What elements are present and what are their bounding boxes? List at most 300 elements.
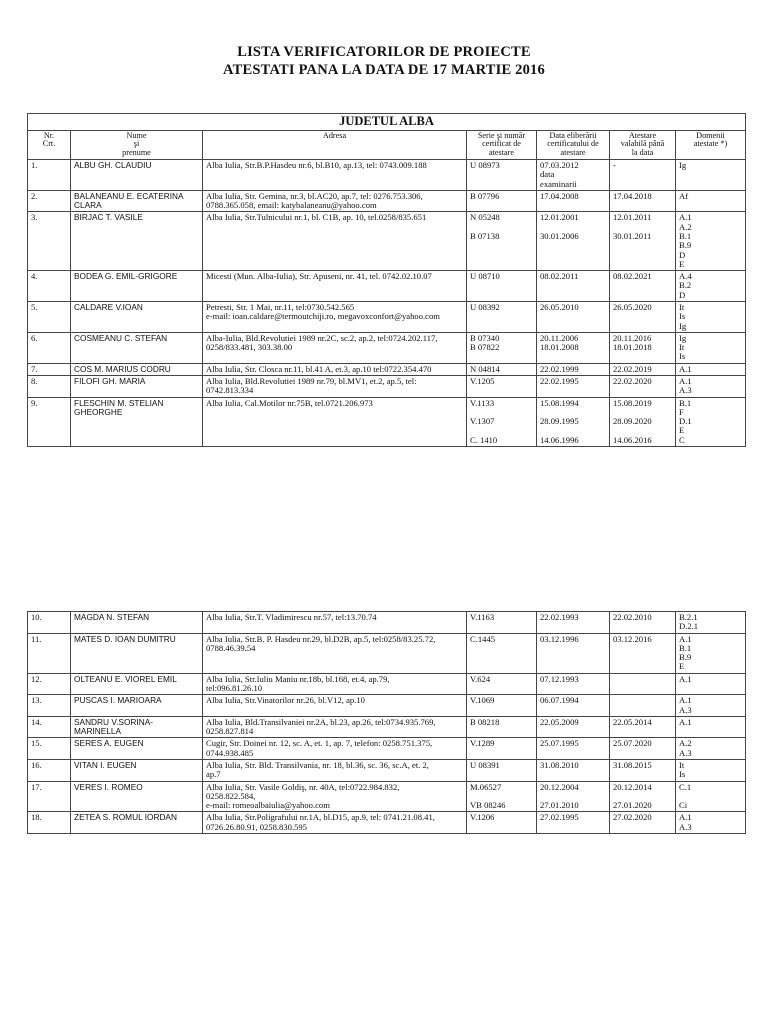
cell-name-line: VITAN I. EUGEN — [74, 759, 137, 770]
cell-certificate-series-line: C. 1410 — [470, 434, 498, 445]
cell-address-line: Alba Iulia, Str. Vasile Goldiş, nr. 40A, tel:0722.984.832, — [206, 781, 400, 792]
cell-nr: 4. — [28, 271, 71, 302]
cell-address — [203, 781, 467, 812]
cell-certificate-series-line: U 08710 — [470, 271, 500, 282]
cell-address-line: Alba Iulia, Cal.Motilor nr.75B, tel.0721.206.973 — [206, 397, 373, 408]
cell-address-line: 0788.46.39.54 — [206, 642, 256, 653]
cell-certificate-series-line: B 08218 — [470, 716, 500, 727]
cell-name — [71, 271, 203, 302]
cell-issue-date — [537, 612, 610, 634]
cell-domains-line: Ci — [679, 800, 688, 811]
cell-issue-date-line: data — [540, 169, 555, 180]
cell-valid-until-line: 12.01.2011 — [613, 212, 652, 223]
cell-domains — [676, 302, 746, 333]
cell-domains — [676, 212, 746, 271]
cell-issue-date-line: 30.01.2006 — [540, 231, 579, 242]
cell-domains-line: D.1 — [679, 416, 692, 427]
cell-issue-date-line: 07.12.1993 — [540, 673, 579, 684]
cell-address-line: Alba-Iulia, Bld.Revolutiei 1989 nr.2C, sc.2, ap.2, tel:0724.202.117, — [206, 332, 438, 343]
verifiers-table-part2 — [27, 611, 746, 834]
header-label-line: prenume — [122, 148, 151, 158]
cell-domains-line: A.3 — [679, 747, 692, 758]
cell-certificate-series — [467, 160, 537, 191]
cell-domains-line: A.3 — [679, 821, 692, 832]
cell-issue-date — [537, 759, 610, 781]
cell-domains-line: A.3 — [679, 385, 692, 396]
cell-nr: 11. — [28, 633, 71, 673]
cell-valid-until — [610, 633, 676, 673]
cell-address — [203, 673, 467, 695]
cell-domains-line: D.2.1 — [679, 621, 699, 632]
cell-domains — [676, 612, 746, 634]
cell-domains-line: A.1 — [679, 673, 692, 684]
cell-address — [203, 633, 467, 673]
cell-nr: 2. — [28, 190, 71, 212]
cell-valid-until — [610, 673, 676, 695]
table-row — [28, 212, 746, 271]
cell-domains-line: A.1 — [679, 695, 692, 706]
cell-issue-date-line: 22.02.1993 — [540, 612, 579, 622]
cell-domains-line: B.2 — [679, 280, 692, 291]
cell-valid-until-line: 18.01.2018 — [613, 342, 652, 353]
header-label-line: valabilă până — [620, 139, 665, 149]
table-header-row — [28, 130, 746, 160]
cell-address-line: Micesti (Mun. Alba-Iulia), Str. Apuseni, nr. 41, tel. 0742.02.10.07 — [206, 271, 432, 282]
cell-issue-date — [537, 212, 610, 271]
header-label-line: Adresa — [322, 130, 347, 140]
table-row — [28, 738, 746, 760]
header-label-line: Crt. — [42, 139, 56, 149]
cell-domains — [676, 332, 746, 363]
table-row — [28, 759, 746, 781]
cell-nr: 18. — [28, 812, 71, 834]
cell-certificate-series-line: V.1205 — [470, 375, 495, 386]
cell-nr: 16. — [28, 759, 71, 781]
cell-issue-date-line: 20.12.2004 — [540, 781, 579, 792]
cell-address-line: ap.7 — [206, 769, 221, 780]
cell-address-line: 0258/833.481, 303.38.00 — [206, 342, 293, 353]
cell-valid-until-line: 14.06.2016 — [613, 434, 652, 445]
cell-address-line: Alba Iulia, Str.Tulnicului nr.1, bl. C1B, ap. 10, tel.0258/835.651 — [206, 212, 427, 223]
cell-address-line: Alba Iulia, Str.Poligrafului nr.1A, bl.D15, ap.9, tel: 0741.21.08.41, — [206, 812, 435, 823]
cell-certificate-series-line: N 05248 — [470, 212, 500, 223]
cell-domains-line: C — [679, 434, 685, 445]
cell-domains-line: D — [679, 249, 686, 260]
cell-domains — [676, 759, 746, 781]
cell-valid-until — [610, 302, 676, 333]
cell-certificate-series — [467, 363, 537, 375]
cell-domains — [676, 673, 746, 695]
cell-domains-line: A.1 — [679, 212, 692, 223]
cell-issue-date-line: 26.05.2010 — [540, 302, 579, 313]
cell-name-line: CALDARE V.IOAN — [74, 302, 143, 313]
cell-valid-until-line: 25.07.2020 — [613, 738, 652, 749]
cell-issue-date — [537, 271, 610, 302]
cell-certificate-series — [467, 302, 537, 333]
cell-address — [203, 302, 467, 333]
header-nr — [28, 130, 71, 160]
cell-issue-date — [537, 190, 610, 212]
header-certificate-series — [467, 130, 537, 160]
cell-issue-date — [537, 695, 610, 717]
cell-name-line: ZETEA S. ROMUL IORDAN — [74, 812, 177, 823]
cell-issue-date-line: 18.01.2008 — [540, 342, 579, 353]
cell-issue-date-line: 22.05.2009 — [540, 716, 579, 727]
header-address — [203, 130, 467, 160]
cell-domains — [676, 781, 746, 812]
cell-domains-line: Is — [679, 311, 686, 322]
header-valid-until — [610, 130, 676, 160]
cell-address — [203, 759, 467, 781]
cell-name — [71, 716, 203, 738]
cell-address — [203, 212, 467, 271]
cell-address-line: 0258.822.584, — [206, 790, 256, 801]
cell-name-line: OLTEANU E. VIOREL EMIL — [74, 673, 177, 684]
cell-name-line: COS M. MARIUS CODRU — [74, 363, 171, 374]
cell-issue-date-line: 08.02.2011 — [540, 271, 579, 282]
cell-nr: 7. — [28, 363, 71, 375]
cell-issue-date-line: 25.07.1995 — [540, 738, 579, 749]
cell-certificate-series — [467, 759, 537, 781]
cell-issue-date-line: 31.08.2010 — [540, 759, 579, 770]
cell-domains-line: Ig — [679, 320, 687, 331]
cell-address — [203, 812, 467, 834]
cell-valid-until-line: 26.05.2020 — [613, 302, 652, 313]
cell-address — [203, 363, 467, 375]
cell-address-line: Alba Iulia, Bld.Transilvaniei nr.2A, bl.23, ap.26, tel:0734.935.769, — [206, 716, 436, 727]
header-label-line: atestare — [489, 148, 514, 158]
cell-domains-line: E — [679, 425, 685, 436]
cell-certificate-series — [467, 781, 537, 812]
table-row — [28, 363, 746, 375]
cell-issue-date — [537, 738, 610, 760]
cell-certificate-series — [467, 812, 537, 834]
cell-certificate-series-line: U 08392 — [470, 302, 500, 313]
cell-nr: 5. — [28, 302, 71, 333]
cell-address-line: Alba Iulia, Str.Iuliu Maniu nr.18b, bl.168, et.4, ap.79, — [206, 673, 390, 684]
cell-valid-until-line: 20.11.2016 — [613, 332, 652, 343]
cell-name — [71, 812, 203, 834]
cell-name-line: VERES I. ROMEO — [74, 781, 143, 792]
cell-address-line: 0788.365.058, email: katybalaneanu@yahoo.com — [206, 200, 377, 211]
header-label-line: atestate *) — [693, 139, 728, 149]
header-label-line: Data eliberării — [549, 130, 597, 140]
cell-valid-until — [610, 738, 676, 760]
cell-valid-until-line: 22.02.2019 — [613, 363, 652, 374]
cell-certificate-series-line: V.1307 — [470, 416, 495, 427]
header-label-line: atestare — [560, 148, 586, 158]
cell-nr: 1. — [28, 160, 71, 191]
cell-address — [203, 716, 467, 738]
cell-name-line: MATES D. IOAN DUMITRU — [74, 633, 176, 644]
cell-nr: 15. — [28, 738, 71, 760]
table-row — [28, 781, 746, 812]
cell-issue-date — [537, 633, 610, 673]
cell-certificate-series — [467, 190, 537, 212]
cell-name-line: FLESCHIN M. STELIAN — [74, 397, 164, 408]
table-row — [28, 190, 746, 212]
cell-certificate-series-line: V.1069 — [470, 695, 495, 706]
cell-issue-date — [537, 812, 610, 834]
cell-domains — [676, 716, 746, 738]
cell-certificate-series — [467, 716, 537, 738]
cell-certificate-series — [467, 212, 537, 271]
cell-issue-date — [537, 363, 610, 375]
cell-domains-line: E — [679, 258, 685, 269]
cell-name — [71, 302, 203, 333]
cell-issue-date — [537, 716, 610, 738]
cell-valid-until — [610, 397, 676, 446]
cell-certificate-series-line: V.1163 — [470, 612, 495, 622]
cell-domains-line: Is — [679, 769, 686, 780]
cell-certificate-series — [467, 271, 537, 302]
cell-domains-line: It — [679, 302, 685, 313]
cell-certificate-series-line: V.1206 — [470, 812, 495, 823]
cell-address-line: tel:096.81.26.10 — [206, 682, 263, 693]
cell-valid-until — [610, 695, 676, 717]
table-row — [28, 397, 746, 446]
cell-domains — [676, 812, 746, 834]
header-name — [71, 130, 203, 160]
cell-certificate-series — [467, 738, 537, 760]
cell-issue-date-line: 27.02.1995 — [540, 812, 579, 823]
cell-name — [71, 160, 203, 191]
cell-domains-line: Ig — [679, 160, 687, 171]
table-row — [28, 812, 746, 834]
cell-certificate-series — [467, 673, 537, 695]
cell-address-line: Alba Iulia, Str.B.P.Hasdeu nr.6, bl.B10, ap.13, tel: 0743.009.188 — [206, 160, 427, 171]
cell-name — [71, 363, 203, 375]
cell-domains-line: A.4 — [679, 271, 692, 282]
cell-certificate-series-line: B 07796 — [470, 190, 500, 201]
cell-address-line: Alba Iulia, Str.T. Vladimirescu nr.57, tel:13.70.74 — [206, 612, 377, 622]
cell-address — [203, 332, 467, 363]
cell-valid-until-line: 27.02.2020 — [613, 812, 652, 823]
cell-domains-line: Ig — [679, 332, 687, 343]
cell-issue-date-line: 15.08.1994 — [540, 397, 579, 408]
cell-domains — [676, 397, 746, 446]
cell-name-line: FILOFI GH. MARIA — [74, 375, 146, 386]
cell-issue-date-line: 03.12.1996 — [540, 633, 579, 644]
cell-valid-until — [610, 271, 676, 302]
cell-domains — [676, 375, 746, 397]
cell-domains-line: B.1 — [679, 231, 692, 242]
cell-address — [203, 375, 467, 397]
cell-name — [71, 190, 203, 212]
cell-name — [71, 633, 203, 673]
cell-issue-date-line: 27.01.2010 — [540, 800, 579, 811]
cell-address-line: Alba Iulia, Str. Gemina, nr.3, bl.AC20, ap.7, tel: 0276.753.306, — [206, 190, 423, 201]
cell-issue-date — [537, 781, 610, 812]
cell-certificate-series-line: V.1289 — [470, 738, 495, 749]
cell-domains-line: B.1 — [679, 397, 692, 408]
cell-nr: 13. — [28, 695, 71, 717]
cell-certificate-series — [467, 332, 537, 363]
cell-address-line: Alba Iulia, Str.B. P. Hasdeu nr.29, bl.D2B, ap.5, tel:0258/83.25.72, — [206, 633, 436, 644]
cell-valid-until — [610, 612, 676, 634]
cell-issue-date-line: 22.02.1999 — [540, 363, 579, 374]
cell-issue-date — [537, 302, 610, 333]
cell-valid-until — [610, 812, 676, 834]
cell-issue-date — [537, 673, 610, 695]
cell-valid-until — [610, 332, 676, 363]
cell-valid-until — [610, 212, 676, 271]
cell-valid-until-line — [613, 696, 672, 705]
cell-certificate-series-line: C.1445 — [470, 633, 496, 644]
table-row — [28, 375, 746, 397]
cell-address — [203, 695, 467, 717]
cell-valid-until — [610, 716, 676, 738]
cell-domains — [676, 738, 746, 760]
cell-name — [71, 612, 203, 634]
cell-domains-line: A.2 — [679, 738, 692, 749]
cell-domains-line: Af — [679, 190, 689, 201]
cell-issue-date-line: 12.01.2001 — [540, 212, 579, 223]
table-row — [28, 716, 746, 738]
verifiers-table-part1 — [27, 113, 746, 447]
cell-issue-date-line: examinarii — [540, 178, 577, 189]
table-row — [28, 612, 746, 634]
cell-issue-date-line: 14.06.1996 — [540, 434, 579, 445]
cell-domains-line: D — [679, 289, 686, 300]
table-row — [28, 271, 746, 302]
cell-domains-line: A.1 — [679, 812, 692, 823]
header-label-line: şi — [133, 139, 140, 149]
cell-issue-date — [537, 332, 610, 363]
cell-certificate-series-line: B 07822 — [470, 342, 500, 353]
table-body-part1 — [28, 160, 746, 447]
cell-address-line: e-mail: ioan.caldare@termoutchiji.ro, megavoxconfort@yahoo.com — [206, 311, 440, 322]
cell-address — [203, 397, 467, 446]
cell-domains-line: A.1 — [679, 716, 692, 727]
cell-address-line: 0742.813.334 — [206, 385, 254, 396]
cell-domains-line: A.2 — [679, 221, 692, 232]
cell-issue-date — [537, 397, 610, 446]
cell-domains-line: A.1 — [679, 375, 692, 386]
cell-certificate-series-line: VB 08246 — [470, 800, 506, 811]
header-label-line: certificatului de — [547, 139, 599, 149]
cell-domains — [676, 363, 746, 375]
cell-address-line: e-mail: romeoalbaiulia@yahoo.com — [206, 800, 330, 811]
cell-valid-until-line: 22.02.2010 — [613, 612, 652, 622]
cell-name — [71, 212, 203, 271]
table-row — [28, 673, 746, 695]
header-label-line: Domenii — [696, 130, 725, 140]
cell-valid-until — [610, 160, 676, 191]
header-domains — [676, 130, 746, 160]
cell-valid-until-line: 31.08.2015 — [613, 759, 652, 770]
cell-domains — [676, 271, 746, 302]
cell-address-line: 0744.938.485 — [206, 747, 254, 758]
cell-domains-line: A.1 — [679, 363, 692, 374]
cell-valid-until — [610, 375, 676, 397]
cell-name-line: COSMEANU C. STEFAN — [74, 332, 168, 343]
cell-domains-line: B.9 — [679, 652, 692, 663]
cell-certificate-series — [467, 375, 537, 397]
cell-name-line: GHEORGHE — [74, 406, 123, 417]
cell-issue-date-line: 06.07.1994 — [540, 695, 579, 706]
cell-certificate-series — [467, 612, 537, 634]
header-label-line: Serie şi număr — [477, 130, 526, 140]
cell-certificate-series-line: U 08391 — [470, 759, 500, 770]
header-label-line: Atestare — [628, 130, 657, 140]
cell-name — [71, 759, 203, 781]
cell-certificate-series — [467, 397, 537, 446]
cell-nr: 3. — [28, 212, 71, 271]
cell-name — [71, 695, 203, 717]
cell-nr: 6. — [28, 332, 71, 363]
cell-name — [71, 397, 203, 446]
cell-domains-line: F — [679, 406, 684, 417]
cell-valid-until-line: 17.04.2018 — [613, 190, 652, 201]
cell-name — [71, 332, 203, 363]
header-label-line: certificat de — [482, 139, 521, 149]
cell-domains-line — [679, 792, 742, 801]
cell-name-line: BIRJAC T. VASILE — [74, 212, 143, 223]
cell-name — [71, 375, 203, 397]
cell-domains-line: It — [679, 342, 685, 353]
cell-name-line: PUSCAS I. MARIOARA — [74, 695, 162, 706]
cell-valid-until-line: 22.05.2014 — [613, 716, 652, 727]
cell-valid-until-line: 28.09.2020 — [613, 416, 652, 427]
cell-address-line: Petresti, Str. 1 Mai, nr.11, tel:0730.542.565 — [206, 302, 355, 313]
cell-domains-line: B.1 — [679, 642, 692, 653]
cell-domains-line: B.2.1 — [679, 612, 698, 622]
table-body-part2 — [28, 612, 746, 834]
cell-valid-until-line: - — [613, 160, 616, 171]
cell-address-line: Alba Iulia, Str. Closca nr.11, bl.41 A, et.3, ap.10 tel:0722.354.470 — [206, 363, 432, 374]
cell-domains-line: E — [679, 661, 685, 672]
cell-issue-date-line: 17.04.2008 — [540, 190, 579, 201]
document-title-line1: LISTA VERIFICATORILOR DE PROIECTE — [237, 44, 531, 60]
table-row — [28, 332, 746, 363]
cell-name-line: SANDRU V.SORINA- — [74, 716, 153, 727]
cell-address-line: Alba Iulia, Str. Bld. Transilvania, nr. 18, bl.36, sc. 36, sc.A, et. 2, — [206, 759, 429, 770]
cell-valid-until-line: 27.01.2020 — [613, 800, 652, 811]
cell-address — [203, 190, 467, 212]
header-label-line: Nume — [126, 130, 147, 140]
cell-certificate-series-line: M.06527 — [470, 781, 502, 792]
cell-name — [71, 738, 203, 760]
cell-certificate-series — [467, 695, 537, 717]
table-row — [28, 160, 746, 191]
cell-certificate-series-line: B 07138 — [470, 231, 500, 242]
cell-nr: 8. — [28, 375, 71, 397]
cell-valid-until — [610, 759, 676, 781]
cell-domains-line: It — [679, 759, 685, 770]
cell-issue-date — [537, 160, 610, 191]
cell-valid-until-line: 30.01.2011 — [613, 231, 652, 242]
cell-name-line: BODEA G. EMIL-GRIGORE — [74, 271, 178, 282]
cell-address-line: Alba Iulia, Bld.Revolutiei 1989 nr.79, bl.MV1, et.2, ap.5, tel: — [206, 375, 417, 386]
cell-valid-until-line: 20.12.2014 — [613, 781, 652, 792]
cell-name — [71, 673, 203, 695]
cell-valid-until-line — [613, 675, 672, 684]
cell-address — [203, 160, 467, 191]
cell-name — [71, 781, 203, 812]
table-row — [28, 695, 746, 717]
cell-address-line: Cugir, Str. Doinei nr. 12, sc. A, et. 1, ap. 7, telefon: 0258.751.375, — [206, 738, 433, 749]
cell-issue-date-line: 20.11.2006 — [540, 332, 579, 343]
cell-valid-until — [610, 190, 676, 212]
cell-valid-until-line: 08.02.2021 — [613, 271, 652, 282]
cell-valid-until-line: 03.12.2016 — [613, 633, 652, 644]
cell-issue-date-line: 22.02.1995 — [540, 375, 579, 386]
cell-domains-line: Is — [679, 351, 686, 362]
cell-nr: 12. — [28, 673, 71, 695]
cell-nr: 9. — [28, 397, 71, 446]
cell-domains — [676, 190, 746, 212]
